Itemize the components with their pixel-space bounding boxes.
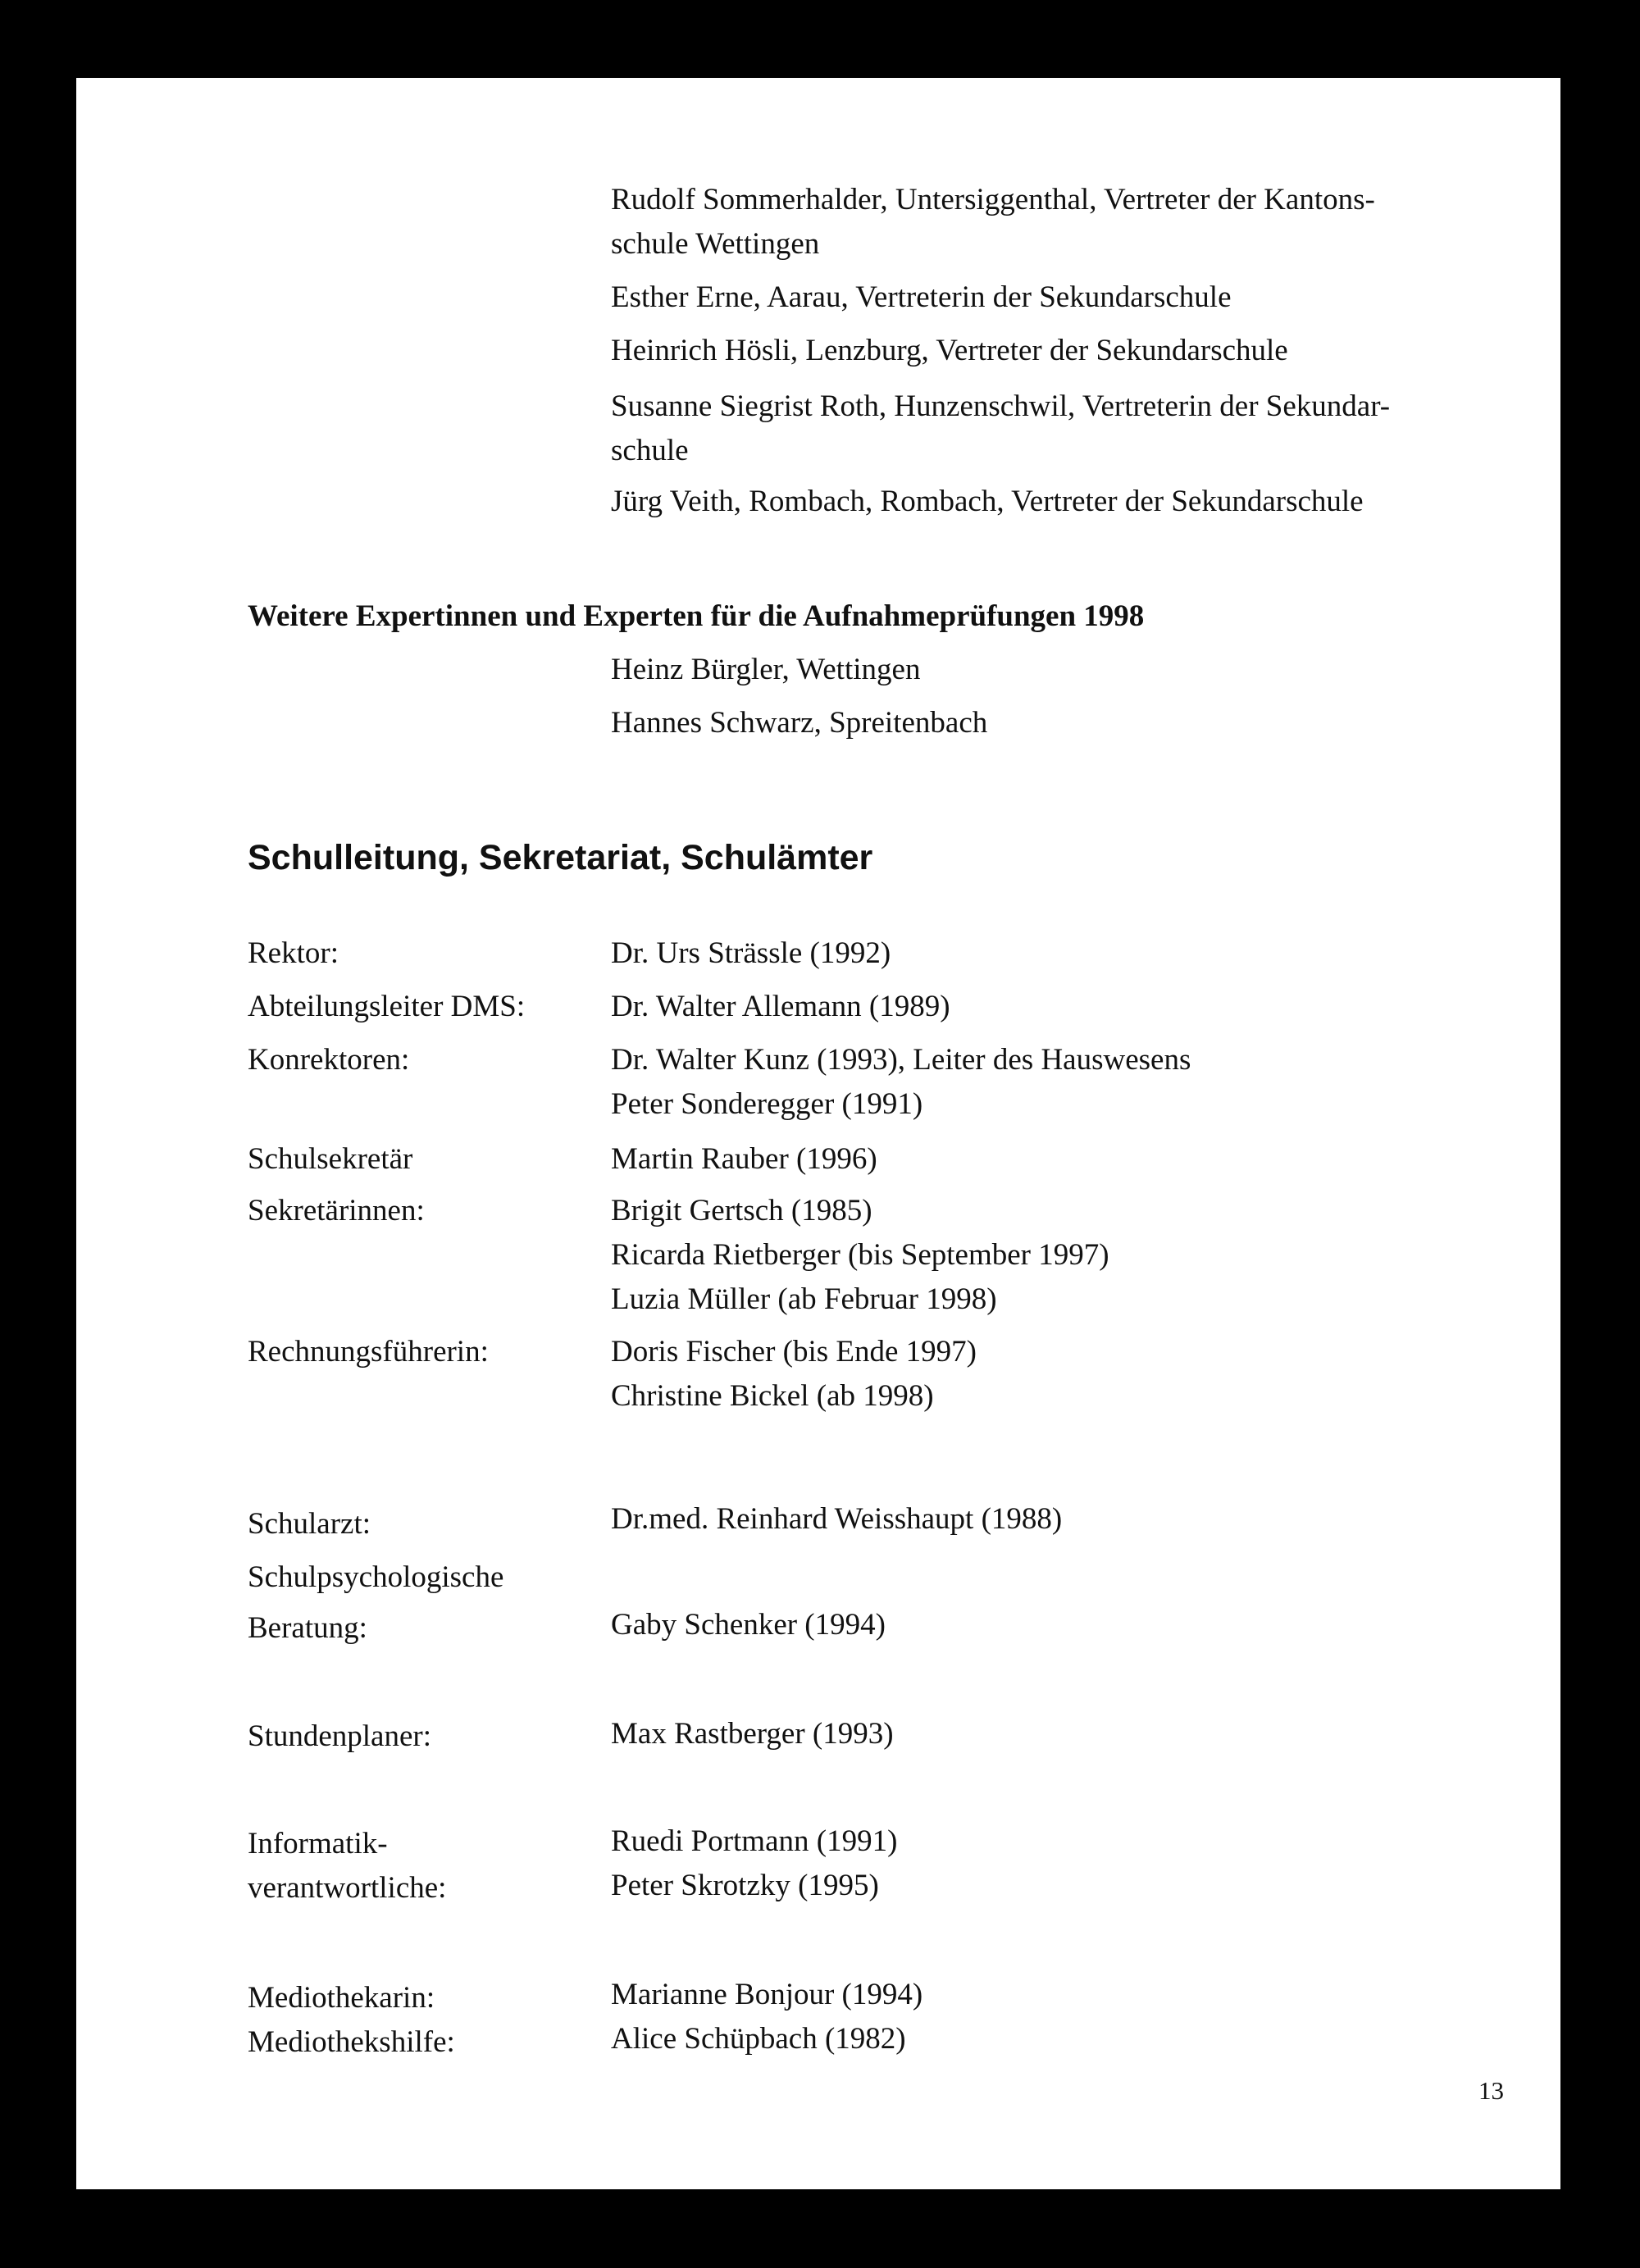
staff-label: Mediothekarin: [248, 1981, 435, 2015]
staff-value: Ruedi Portmann (1991) [611, 1824, 898, 1858]
section-title: Schulleitung, Sekretariat, Schulämter [248, 838, 873, 877]
staff-label: Rektor: [248, 936, 339, 970]
intro-line: Jürg Veith, Rombach, Rombach, Vertreter der Sekundarschule [611, 485, 1364, 518]
intro-line: Esther Erne, Aarau, Vertreterin der Sekundarschule [611, 280, 1232, 314]
staff-label: Schulsekretär [248, 1142, 413, 1176]
staff-value: Christine Bickel (ab 1998) [611, 1379, 934, 1413]
staff-value: Martin Rauber (1996) [611, 1142, 877, 1176]
expert-name: Heinz Bürgler, Wettingen [611, 653, 921, 686]
staff-label: Schulpsychologische [248, 1560, 504, 1594]
staff-label: Abteilungsleiter DMS: [248, 990, 526, 1023]
staff-value: Luzia Müller (ab Februar 1998) [611, 1282, 997, 1316]
expert-name: Hannes Schwarz, Spreitenbach [611, 706, 988, 740]
staff-label: Konrektoren: [248, 1043, 410, 1077]
staff-value: Dr. Walter Allemann (1989) [611, 990, 950, 1023]
experts-heading: Weitere Expertinnen und Experten für die Aufnahmeprüfungen 1998 [248, 599, 1145, 633]
staff-label: Stundenplaner: [248, 1719, 432, 1753]
staff-label: Schularzt: [248, 1507, 371, 1541]
staff-label: Beratung: [248, 1611, 367, 1645]
staff-value: Dr. Urs Strässle (1992) [611, 936, 891, 970]
intro-line: Heinrich Hösli, Lenzburg, Vertreter der Sekundarschule [611, 334, 1288, 367]
intro-line: schule [611, 434, 689, 467]
staff-value: Peter Skrotzky (1995) [611, 1869, 879, 1902]
staff-value: Peter Sonderegger (1991) [611, 1087, 923, 1121]
staff-value: Ricarda Rietberger (bis September 1997) [611, 1238, 1109, 1272]
staff-value: Marianne Bonjour (1994) [611, 1978, 923, 2011]
staff-value: Dr.med. Reinhard Weisshaupt (1988) [611, 1502, 1063, 1536]
intro-line: schule Wettingen [611, 227, 820, 261]
page-number: 13 [1478, 2076, 1504, 2105]
staff-value: Dr. Walter Kunz (1993), Leiter des Hauswesens [611, 1043, 1191, 1077]
staff-label: verantwortliche: [248, 1871, 447, 1905]
staff-value: Brigit Gertsch (1985) [611, 1194, 872, 1227]
staff-label: Informatik- [248, 1827, 388, 1860]
document-page [76, 78, 1560, 2189]
staff-value: Alice Schüpbach (1982) [611, 2022, 906, 2056]
staff-value: Max Rastberger (1993) [611, 1717, 894, 1751]
intro-line: Susanne Siegrist Roth, Hunzenschwil, Vertreterin der Sekundar- [611, 389, 1391, 423]
staff-label: Mediothekshilfe: [248, 2025, 455, 2059]
staff-label: Rechnungsführerin: [248, 1335, 489, 1369]
staff-value: Gaby Schenker (1994) [611, 1608, 886, 1642]
intro-line: Rudolf Sommerhalder, Untersiggenthal, Vertreter der Kantons- [611, 183, 1375, 216]
staff-label: Sekretärinnen: [248, 1194, 425, 1227]
staff-value: Doris Fischer (bis Ende 1997) [611, 1335, 977, 1369]
